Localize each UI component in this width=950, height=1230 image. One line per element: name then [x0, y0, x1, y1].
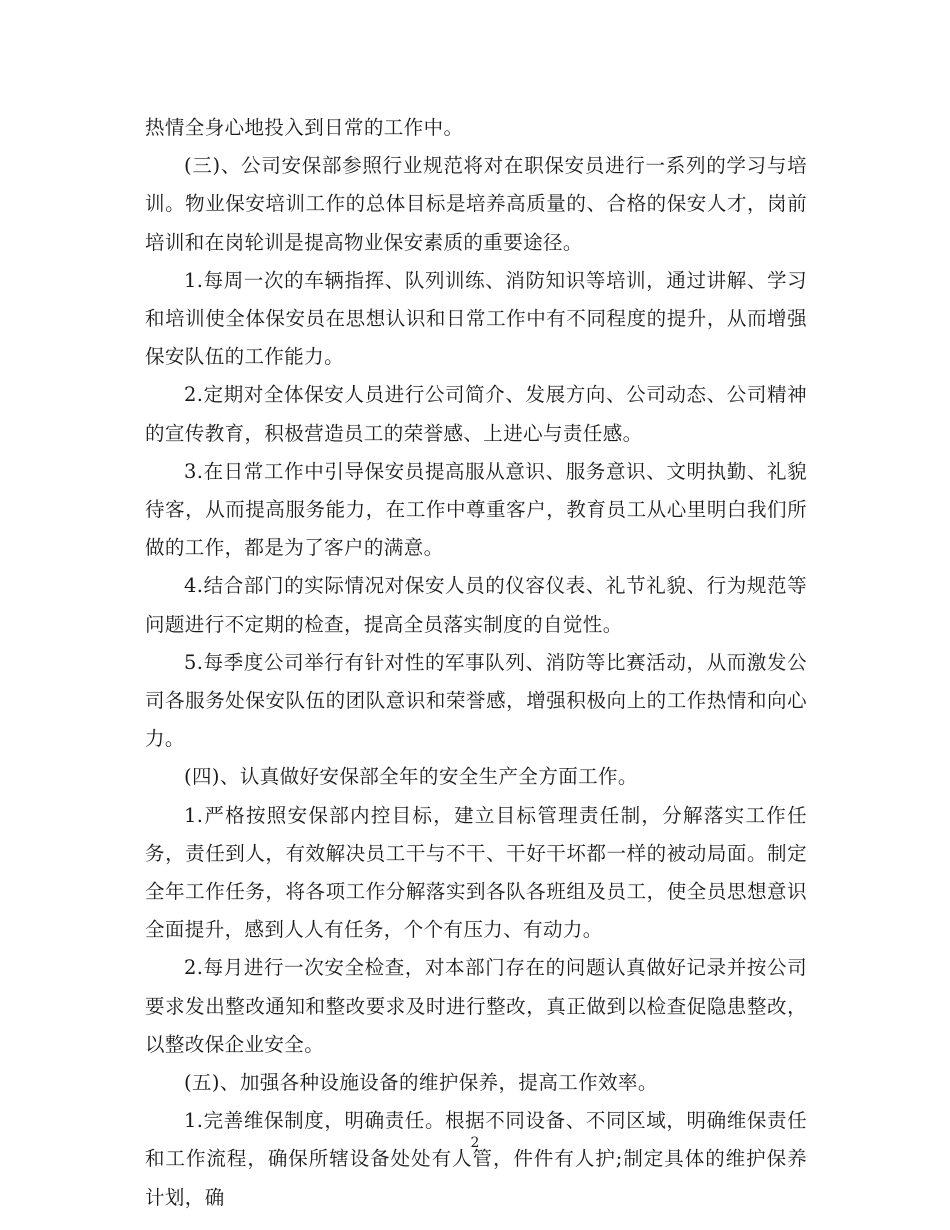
paragraph-section-five-item-1: 1.完善维保制度，明确责任。根据不同设备、不同区域，明确维保责任和工作流程，确保所辖设备处处有人管，件件有人护;制定具体的维护保养计划，确 [145, 1109, 807, 1209]
paragraph-section-four-item-2: 2.每月进行一次安全检查，对本部门存在的问题认真做好记录并按公司要求发出整改通知和整改要求及时进行整改，真正做到以检查促隐患整改，以整改保企业安全。 [145, 956, 807, 1056]
page-number: 2 [470, 1135, 480, 1151]
paragraph-item-4: 4.结合部门的实际情况对保安人员的仪容仪表、礼节礼貌、行为规范等问题进行不定期的检查，提高全员落实制度的自觉性。 [145, 574, 807, 636]
paragraph-item-5: 5.每季度公司举行有针对性的军事队列、消防等比赛活动，从而激发公司各服务处保安队伍的团队意识和荣誉感，增强积极向上的工作热情和向心力。 [145, 650, 807, 751]
paragraph-section-four-item-1: 1.严格按照安保部内控目标，建立目标管理责任制，分解落实工作任务，责任到人，有效解决员工干与不干、干好干坏都一样的被动局面。制定全年工作任务，将各项工作分解落实到各队各班组及员工，使全员思想意识全面提升，感到人人有任务，个个有压力、有动力。 [145, 803, 807, 942]
paragraph-item-1: 1.每周一次的车辆指挥、队列训练、消防知识等培训，通过讲解、学习和培训使全体保安员在思想认识和日常工作中有不同程度的提升，从而增强保安队伍的工作能力。 [145, 268, 807, 369]
paragraph-section-four: (四)、认真做好安保部全年的安全生产全方面工作。 [184, 765, 638, 789]
document-body [145, 109, 807, 1217]
paragraph-continuation: 热情全身心地投入到日常的工作中。 [145, 116, 464, 139]
paragraph-section-five: (五)、加强各种设施设备的维护保养，提高工作效率。 [184, 1071, 658, 1095]
paragraph-item-2: 2.定期对全体保安人员进行公司简介、发展方向、公司动态、公司精神的宣传教育，积极营造员工的荣誉感、上进心与责任感。 [145, 383, 807, 445]
paragraph-section-three: (三)、公司安保部参照行业规范将对在职保安员进行一系列的学习与培训。物业保安培训工作的总体目标是培养高质量的、合格的保安人才，岗前培训和在岗轮训是提高物业保安素质的重要途径。 [145, 154, 807, 254]
paragraph-item-3: 3.在日常工作中引导保安员提高服从意识、服务意识、文明执勤、礼貌待客，从而提高服务能力，在工作中尊重客户，教育员工从心里明白我们所做的工作，都是为了客户的满意。 [145, 459, 807, 560]
